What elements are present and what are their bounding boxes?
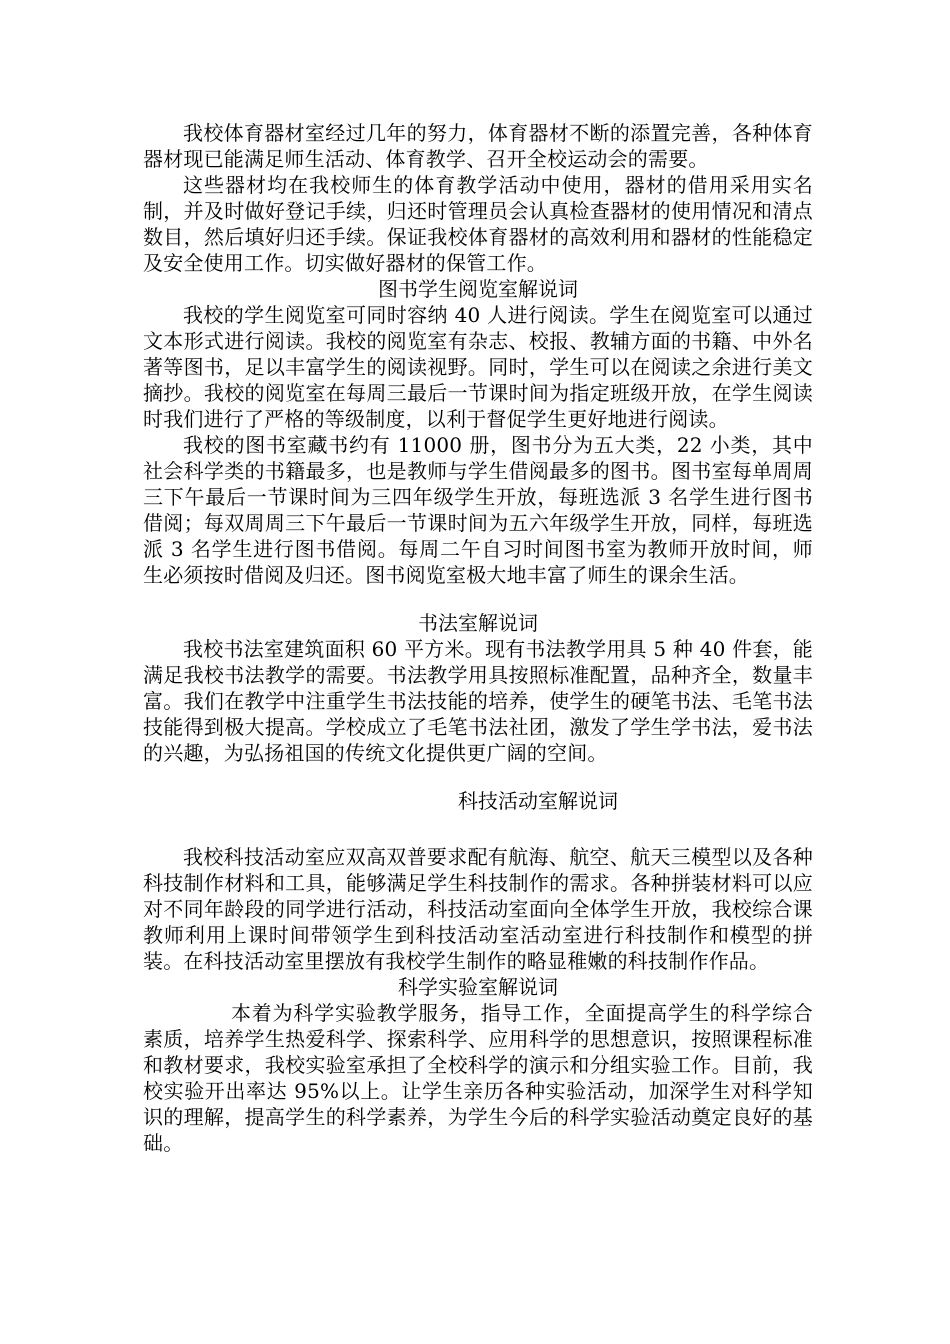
spacer [143, 766, 813, 788]
spacer [143, 588, 813, 610]
library-title: 图书学生阅览室解说词 [378, 277, 578, 301]
sports-room-paragraph-2: 这些器材均在我校师生的体育教学活动中使用，器材的借用采用实名制，并及时做好登记手续，归还时管理员会认真检查器材的使用情况和清点数目，然后填好归还手续。保证我校体育器材的高效利用和器材的性能稳定及安全使用工作。切实做好器材的保管工作。 [143, 173, 813, 275]
science-title: 科学实验室解说词 [398, 975, 558, 999]
library-paragraph-2: 我校的图书室藏书约有 11000 册，图书分为五大类，22 小类，其中社会科学类的书籍最多，也是教师与学生借阅最多的图书。图书室每单周周三下午最后一节课时间为三四年级学生开放，每班选派 3 名学生进行图书借阅；每双周周三下午最后一节课时间为五六年级学生开放，同样，每班选派 3 名学生进行图书借阅。每周二午自习时间图书室为教师开放时间，师生必须按时借阅及归还。图书阅览室极大地丰富了师生的课余生活。 [143, 433, 813, 587]
tech-paragraph-1: 我校科技活动室应双高双普要求配有航海、航空、航天三模型以及各种科技制作材料和工具，能够满足学生科技制作的需求。各种拼装材料可以应对不同年龄段的同学进行活动，科技活动室面向全体学生开放，我校综合课教师利用上课时间带领学生到科技活动室活动室进行科技制作和模型的拼装。在科技活动室里摆放有我校学生制作的略显稚嫩的科技制作作品。 [143, 845, 813, 973]
sports-room-paragraph-1: 我校体育器材室经过几年的努力，体育器材不断的添置完善，各种体育器材现已能满足师生活动、体育教学、召开全校运动会的需要。 [143, 121, 813, 171]
science-paragraph-1: 本着为科学实验教学服务，指导工作，全面提高学生的科学综合素质，培养学生热爱科学、探索科学、应用科学的思想意识，按照课程标准和教材要求，我校实验室承担了全校科学的演示和分组实验工作。目前，我校实验开出率达 95%以上。让学生亲历各种实验活动，加深学生对科学知识的理解，提高学生的科学素养，为学生今后的科学实验活动奠定良好的基础。 [143, 1001, 813, 1155]
calligraphy-paragraph-1: 我校书法室建筑面积 60 平方米。现有书法教学用具 5 种 40 件套，能满足我校书法教学的需要。书法教学用具按照标准配置，品种齐全，数量丰富。我们在教学中注重学生书法技能的培养，使学生的硬笔书法、毛笔书法技能得到极大提高。学校成立了毛笔书法社团，激发了学生学书法，爱书法的兴趣，为弘扬祖国的传统文化提供更广阔的空间。 [143, 637, 813, 765]
tech-title: 科技活动室解说词 [458, 789, 618, 813]
library-paragraph-1: 我校的学生阅览室可同时容纳 40 人进行阅读。学生在阅览室可以通过文本形式进行阅读。我校的阅览室有杂志、校报、教辅方面的书籍、中外名著等图书，足以丰富学生的阅读视野。同时，学生可以在阅读之余进行美文摘抄。我校的阅览室在每周三最后一节课时间为指定班级开放，在学生阅读时我们进行了严格的等级制度，以利于督促学生更好地进行阅读。 [143, 303, 813, 431]
spacer [143, 814, 813, 844]
calligraphy-title: 书法室解说词 [418, 611, 538, 635]
document-page [143, 120, 813, 1156]
